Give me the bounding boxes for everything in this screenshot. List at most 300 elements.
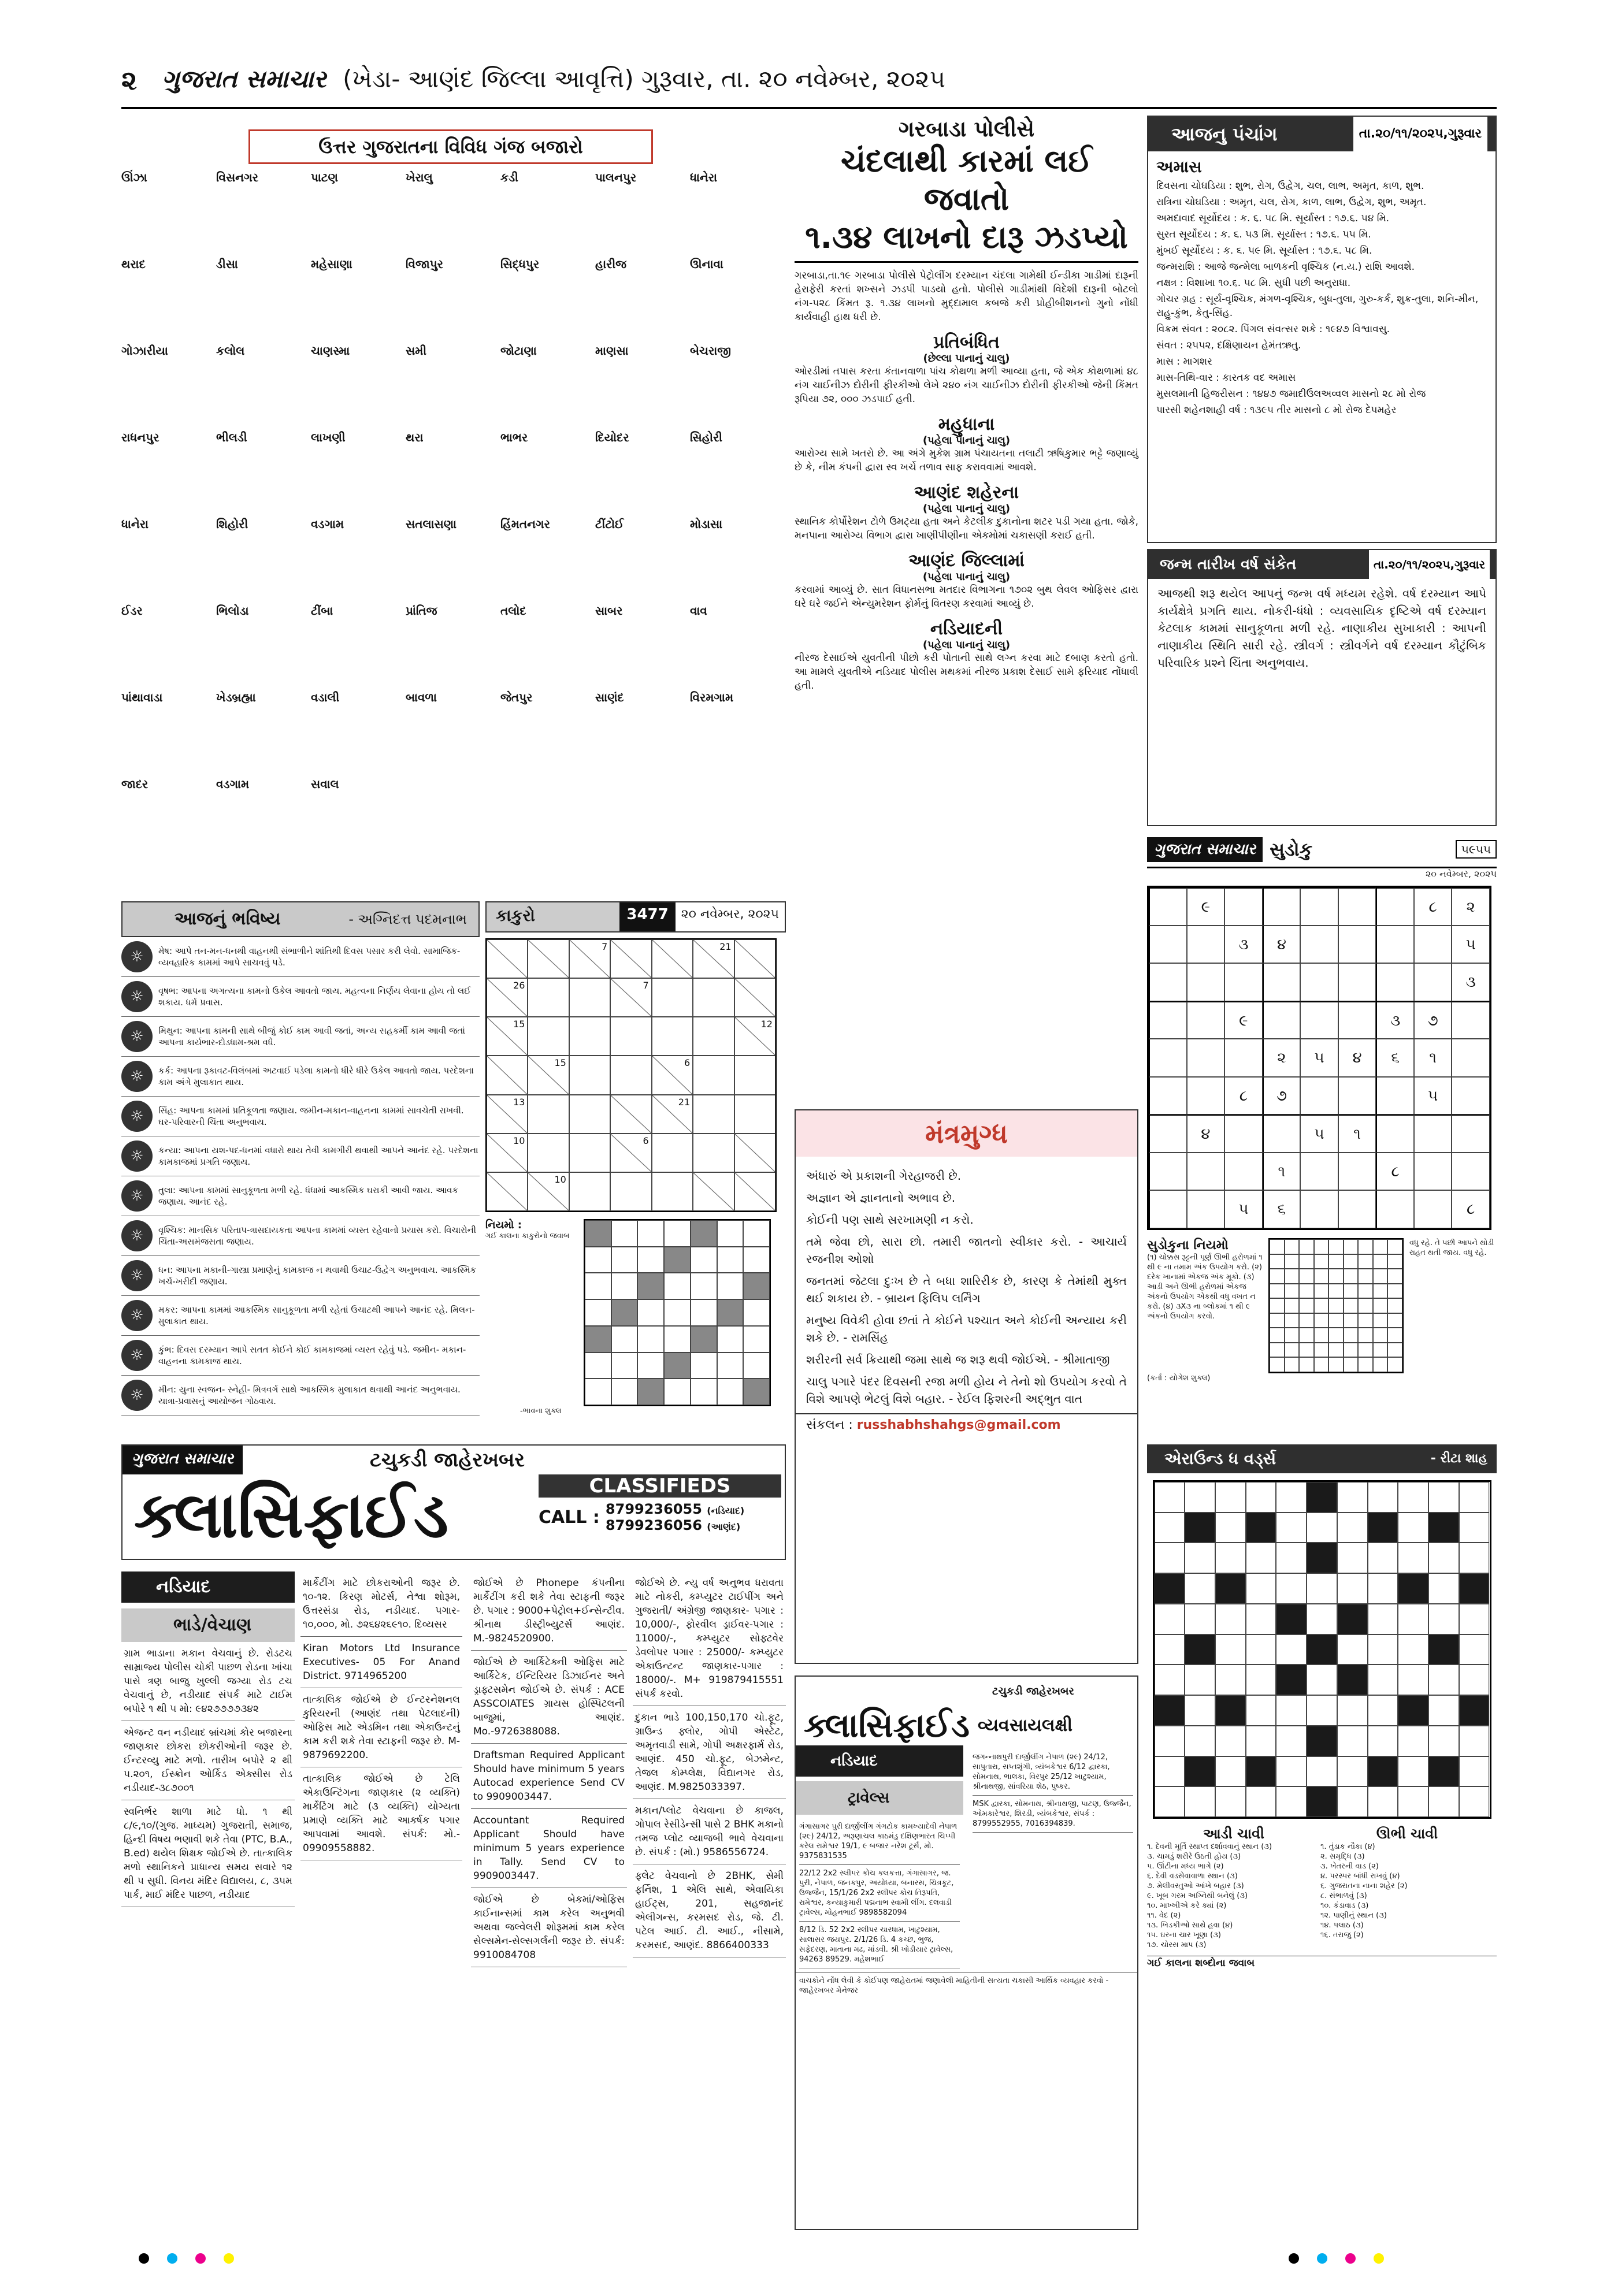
sudoku-cell[interactable]: ૩ <box>1224 926 1263 964</box>
crossword-cell[interactable] <box>1459 1726 1490 1756</box>
crossword-cell[interactable] <box>1337 1543 1368 1573</box>
sudoku-cell[interactable] <box>1149 1114 1187 1153</box>
crossword-cell[interactable] <box>1276 1513 1307 1543</box>
sudoku-cell[interactable] <box>1187 1039 1225 1077</box>
sudoku-cell[interactable]: ૭ <box>1414 1001 1452 1039</box>
sudoku-cell[interactable] <box>1452 1039 1490 1077</box>
sudoku-cell[interactable] <box>1224 1153 1263 1191</box>
sudoku-cell[interactable] <box>1224 887 1263 926</box>
classified-ad: Draftsman Required Applicant Should have minimum 5 years Autocad experience Send CV to 9909003447. <box>471 1744 627 1809</box>
rashi-row <box>121 1216 480 1256</box>
crossword-clue-down: ૮. સંભાળવું (૩) <box>1320 1892 1367 1900</box>
crossword-cell[interactable] <box>1185 1604 1215 1634</box>
crossword-clue-across: ૧૦. માખ્ખીએ કરે ક્યાં (૨) <box>1147 1901 1227 1910</box>
crossword-cell[interactable] <box>1428 1482 1459 1513</box>
kakuro-answer-cell <box>691 1379 717 1405</box>
crossword-cell[interactable] <box>1276 1695 1307 1726</box>
market-center-name: ગોઝારીયા <box>121 344 168 358</box>
sudoku-cell[interactable] <box>1376 963 1414 1001</box>
crossword-cell[interactable] <box>1368 1695 1398 1726</box>
sudoku-cell[interactable] <box>1376 1190 1414 1228</box>
kakuro-cell[interactable] <box>528 978 569 1017</box>
sudoku-answer-cell <box>1344 1284 1359 1299</box>
sudoku-answer-cell <box>1358 1254 1373 1269</box>
classified-ad: Accountant Required Applicant Should have minimum 5 years experience in Tally. Send CV to 9909003447. <box>471 1809 627 1888</box>
sudoku-cell[interactable]: ૩ <box>1452 963 1490 1001</box>
sudoku-cell[interactable]: ૫ <box>1452 926 1490 964</box>
kakuro-clue-cell <box>487 939 528 978</box>
crossword-cell[interactable] <box>1368 1604 1398 1634</box>
sudoku-cell[interactable] <box>1149 1190 1187 1228</box>
sudoku-answer-cell <box>1299 1298 1314 1313</box>
sudoku-cell[interactable]: ૯ <box>1187 887 1225 926</box>
sudoku-answer-cell <box>1387 1313 1402 1328</box>
crossword-cell[interactable] <box>1276 1543 1307 1573</box>
crossword-cell[interactable] <box>1398 1756 1428 1787</box>
kakuro-cell[interactable] <box>569 1056 610 1094</box>
sudoku-cell[interactable]: ૮ <box>1224 1077 1263 1115</box>
sudoku-cell[interactable] <box>1338 887 1376 926</box>
market-center-name: ટીંબા <box>311 604 333 618</box>
market-center-name: ભીલડી <box>216 430 247 444</box>
sudoku-cell[interactable] <box>1149 1077 1187 1115</box>
crossword-cell[interactable] <box>1337 1573 1368 1604</box>
story-body: ગરબાડા,તા.૧૯ ગરબાડા પોલીસે પેટ્રોલીંગ દરમ્યાન ચંદલા ગામેથી ઈન્ડીકા ગાડીમાં દારૂની હેરાફેરી કરતાં શખ્સને ઝડપી પાડયો હતો. પોલીસે ગાડીમાંથી વિદેશી દારૂની બોટલો નંગ-૫૨૮ કિંમત રૂ. ૧.૩૪ લાખનો મુદ્દામાલ કબજે કરી પ્રોહીબીશનનો ગુનો નોંધી કાર્યવાહી હાથ ધરી છે. <box>795 270 1138 323</box>
sudoku-cell[interactable] <box>1376 926 1414 964</box>
sudoku-answer-cell <box>1344 1343 1359 1358</box>
crossword-cell[interactable] <box>1155 1634 1185 1665</box>
kakuro-answer-cell <box>743 1353 770 1379</box>
sudoku-cell[interactable] <box>1149 1001 1187 1039</box>
crossword-cell[interactable] <box>1276 1634 1307 1665</box>
sudoku-cell[interactable] <box>1224 1039 1263 1077</box>
crossword-cell[interactable] <box>1246 1665 1276 1695</box>
sudoku-cell[interactable] <box>1338 1001 1376 1039</box>
crossword-author: - રીટા શાહ <box>1430 1451 1487 1466</box>
classified-ad: દુકાન ભાડે 100,150,170 ચો.ફૂટ, ગ્રાઉન્ડ ફ્લોર, ગોપી એસ્ટેટ, અમૃતવાડી સામે, ગોપી અક્ષરફાર્મ રોડ, આણંદ. 450 ચો.ફૂટ, બેઝમેન્ટ, તેજલ કોમ્પ્લેક્ષ, વિદ્યાનગર રોડ, આણંદ. M.9825033397. <box>633 1706 786 1799</box>
sudoku-cell[interactable] <box>1263 963 1301 1001</box>
zodiac-icon: ☼ <box>121 1180 153 1212</box>
crossword-cell[interactable] <box>1246 1786 1276 1817</box>
sudoku-cell[interactable] <box>1452 1153 1490 1191</box>
crossword-cell[interactable] <box>1246 1543 1276 1573</box>
crossword-cell[interactable] <box>1155 1513 1185 1543</box>
rashi-row <box>121 1057 480 1097</box>
crossword-cell[interactable] <box>1368 1726 1398 1756</box>
sudoku-cell[interactable]: ૮ <box>1414 887 1452 926</box>
crossword-cell[interactable] <box>1246 1695 1276 1726</box>
sudoku-cell[interactable]: ૪ <box>1338 1039 1376 1077</box>
crossword-cell[interactable] <box>1398 1513 1428 1543</box>
market-center-name: વડાલી <box>311 690 340 704</box>
crossword-cell[interactable] <box>1368 1634 1398 1665</box>
sudoku-cell[interactable] <box>1300 1190 1338 1228</box>
panchang-line: માસ : માગશર <box>1156 356 1212 367</box>
sudoku-cell[interactable]: ૩ <box>1376 1001 1414 1039</box>
crossword-cell[interactable] <box>1398 1786 1428 1817</box>
crossword-cell[interactable] <box>1155 1604 1185 1634</box>
crossword-cell[interactable] <box>1428 1726 1459 1756</box>
market-section <box>121 116 786 890</box>
crossword-cell[interactable] <box>1398 1726 1428 1756</box>
crossword-cell[interactable] <box>1307 1695 1337 1726</box>
crossword-cell[interactable] <box>1337 1634 1368 1665</box>
sudoku-cell[interactable] <box>1452 1114 1490 1153</box>
sudoku-answer-cell <box>1344 1239 1359 1254</box>
kakuro-cell[interactable] <box>528 1134 569 1172</box>
kakuro-cell[interactable] <box>693 1056 734 1094</box>
zodiac-icon: ☼ <box>121 1140 153 1172</box>
sudoku-answer-cell <box>1299 1254 1314 1269</box>
crossword-cell[interactable] <box>1368 1665 1398 1695</box>
crossword-cell[interactable] <box>1185 1695 1215 1726</box>
rashifal-heading: આજનું ભવિષ્ય <box>175 909 281 929</box>
crossword-cell[interactable] <box>1368 1573 1398 1604</box>
crossword-cell[interactable] <box>1337 1726 1368 1756</box>
sudoku-cell[interactable]: ૧ <box>1338 1114 1376 1153</box>
kakuro-answer-cell <box>611 1353 638 1379</box>
sudoku-answer-cell <box>1328 1343 1344 1358</box>
crossword-cell[interactable] <box>1307 1604 1337 1634</box>
kakuro-cell[interactable] <box>693 1134 734 1172</box>
sudoku-cell[interactable] <box>1376 887 1414 926</box>
crossword-cell[interactable] <box>1276 1573 1307 1604</box>
story-sub: (પહેલા પાનાનું ચાલુ) <box>922 571 1011 583</box>
sudoku-cell[interactable]: ૪ <box>1263 926 1301 964</box>
kakuro-date: ૨૦ નવેમ્બર, ૨૦૨૫ <box>681 907 779 922</box>
crossword-cell[interactable] <box>1185 1543 1215 1573</box>
crossword-clue-down: ૧૬. તરાજુ (૨) <box>1320 1931 1364 1940</box>
crossword-cell[interactable] <box>1459 1604 1490 1634</box>
kakuro-answer-grid <box>584 1219 771 1406</box>
kakuro-cell[interactable] <box>569 978 610 1017</box>
crossword-cell[interactable] <box>1459 1665 1490 1695</box>
crossword-cell[interactable] <box>1337 1786 1368 1817</box>
sudoku-answer-cell <box>1270 1239 1285 1254</box>
sudoku-cell[interactable]: ૫ <box>1414 1077 1452 1115</box>
crossword-cell[interactable] <box>1428 1543 1459 1573</box>
sudoku-cell[interactable] <box>1300 926 1338 964</box>
sudoku-answer-cell <box>1299 1328 1314 1343</box>
kakuro-answer-cell <box>637 1299 664 1326</box>
zodiac-icon: ☼ <box>121 1061 153 1092</box>
kakuro-cell[interactable] <box>652 978 693 1017</box>
crossword-title: એરાઉન્ડ ધ વર્ડ્સ <box>1164 1449 1276 1468</box>
crossword-cell[interactable] <box>1185 1726 1215 1756</box>
crossword-across-clues <box>1147 1842 1320 1950</box>
sudoku-cell[interactable] <box>1149 963 1187 1001</box>
crossword-cell[interactable] <box>1459 1513 1490 1543</box>
story-sub: (પહેલા પાનાનું ચાલુ) <box>922 434 1011 447</box>
sudoku-cell[interactable]: ૫ <box>1224 1190 1263 1228</box>
kakuro-cell[interactable] <box>569 1095 610 1134</box>
sudoku-cell[interactable] <box>1338 1153 1376 1191</box>
crossword-cell[interactable] <box>1459 1786 1490 1817</box>
market-center-name: થરા <box>406 430 424 444</box>
story-title: નડિયાદની <box>930 619 1003 639</box>
crossword-cell[interactable] <box>1368 1482 1398 1513</box>
kakuro-answer-cell <box>743 1379 770 1405</box>
kakuro-cell[interactable] <box>569 1172 610 1211</box>
crossword-cell[interactable] <box>1215 1665 1246 1695</box>
crossword-cell[interactable] <box>1459 1482 1490 1513</box>
kakuro-clue-cell <box>487 1172 528 1211</box>
sudoku-cell[interactable] <box>1187 1153 1225 1191</box>
crossword-cell[interactable] <box>1459 1756 1490 1787</box>
kakuro-clue-cell <box>734 939 775 978</box>
kakuro-answer-cell <box>691 1353 717 1379</box>
sudoku-cell[interactable] <box>1338 963 1376 1001</box>
sudoku-cell[interactable] <box>1414 1114 1452 1153</box>
kakuro-cell[interactable] <box>652 1172 693 1211</box>
crossword-cell[interactable] <box>1307 1665 1337 1695</box>
phone-nadiad-tag: (નડિયાદ) <box>707 1505 745 1516</box>
crossword-cell[interactable] <box>1215 1543 1246 1573</box>
sudoku-answer-grid <box>1268 1238 1404 1373</box>
kakuro-clue: 21 <box>719 941 732 952</box>
zodiac-icon: ☼ <box>121 941 153 972</box>
sudoku-cell[interactable] <box>1300 887 1338 926</box>
crossword-cell[interactable] <box>1185 1665 1215 1695</box>
crossword-cell[interactable] <box>1428 1695 1459 1726</box>
sudoku-answer-cell <box>1314 1284 1329 1299</box>
crossword-cell[interactable] <box>1276 1756 1307 1787</box>
crossword-cell[interactable] <box>1155 1482 1185 1513</box>
kakuro-answer-cell <box>611 1326 638 1353</box>
sudoku-cell[interactable]: ૨ <box>1452 887 1490 926</box>
kakuro-cell[interactable] <box>610 1056 651 1094</box>
mantra-quotes <box>796 1157 1137 1413</box>
crossword-cell[interactable] <box>1215 1786 1246 1817</box>
sudoku-answer-cell <box>1344 1254 1359 1269</box>
sudoku-cell[interactable] <box>1414 963 1452 1001</box>
panchang-line: મુસલમાની હિજરીસન : ૧૪૪૭ જમાદીઉલઅવ્વલ માસનો ૨૮ મો રોજ <box>1156 388 1426 400</box>
rashifal-author: - અગ્નિદત્ત પદમનાભ <box>348 911 467 927</box>
crossword-block <box>1307 1634 1337 1665</box>
crossword-cell[interactable] <box>1428 1786 1459 1817</box>
sudoku-cell[interactable] <box>1187 1190 1225 1228</box>
crossword-cell[interactable] <box>1185 1573 1215 1604</box>
crossword-clue-across: ૯. ખૂબ ગરમ અગ્નિથી બનેલું (૩) <box>1147 1892 1248 1900</box>
crossword-cell[interactable] <box>1337 1513 1368 1543</box>
sudoku-cell[interactable] <box>1263 1001 1301 1039</box>
sudoku-cell[interactable] <box>1338 926 1376 964</box>
sudoku-cell[interactable] <box>1414 1190 1452 1228</box>
sudoku-cell[interactable] <box>1149 926 1187 964</box>
crossword-cell[interactable] <box>1246 1634 1276 1665</box>
mantra-contact: russhabhshahgs@gmail.com <box>856 1418 1061 1432</box>
sudoku-cell[interactable] <box>1338 1190 1376 1228</box>
sudoku-cell[interactable] <box>1187 1077 1225 1115</box>
crossword-cell[interactable] <box>1155 1726 1185 1756</box>
sudoku-cell[interactable] <box>1414 1153 1452 1191</box>
crossword-cell[interactable] <box>1246 1604 1276 1634</box>
phone-nadiad[interactable]: 8799236055 <box>605 1501 702 1517</box>
crossword-cell[interactable] <box>1246 1726 1276 1756</box>
sudoku-cell[interactable] <box>1263 1114 1301 1153</box>
crossword-cell[interactable] <box>1398 1634 1428 1665</box>
kakuro-cell[interactable] <box>610 1017 651 1056</box>
crossword-cell[interactable] <box>1398 1665 1428 1695</box>
market-center-name: બાવળા <box>406 690 437 704</box>
market-center-name: ડીસા <box>216 257 238 271</box>
crossword-cell[interactable] <box>1307 1756 1337 1787</box>
sudoku-cell[interactable]: ૬ <box>1376 1039 1414 1077</box>
crossword-cell[interactable] <box>1368 1543 1398 1573</box>
zodiac-icon: ☼ <box>121 1300 153 1331</box>
crossword-cell[interactable] <box>1459 1634 1490 1665</box>
sudoku-cell[interactable] <box>1300 1001 1338 1039</box>
crossword-cell[interactable] <box>1246 1482 1276 1513</box>
crossword-cell[interactable] <box>1428 1665 1459 1695</box>
phone-anand[interactable]: 8799236056 <box>605 1517 702 1533</box>
crossword-clue-across: ૫. ઊંટીના મધ્ય ભાગે (૨) <box>1147 1862 1224 1871</box>
crossword-cell[interactable] <box>1276 1726 1307 1756</box>
sudoku-cell[interactable]: ૭ <box>1263 1077 1301 1115</box>
sudoku-answer-cell <box>1299 1357 1314 1372</box>
sudoku-cell[interactable] <box>1376 1077 1414 1115</box>
kakuro-cell[interactable] <box>693 978 734 1017</box>
crossword-cell[interactable] <box>1185 1786 1215 1817</box>
mantra-box <box>795 1109 1138 1664</box>
crossword-clue-across: ૩. ચામડું શરીરે ઉઠતી હોય (૩) <box>1147 1852 1241 1861</box>
sudoku-cell[interactable]: ૫ <box>1300 1039 1338 1077</box>
sudoku-answer-cell <box>1299 1269 1314 1284</box>
crossword-clue-across: ૧૧. વેદ (૨) <box>1147 1911 1181 1920</box>
crossword-cell[interactable] <box>1155 1756 1185 1787</box>
crossword-cell[interactable] <box>1307 1513 1337 1543</box>
crossword-cell[interactable] <box>1215 1726 1246 1756</box>
crossword-cell[interactable] <box>1155 1543 1185 1573</box>
crossword-cell[interactable] <box>1337 1482 1368 1513</box>
kakuro-cell[interactable] <box>610 1172 651 1211</box>
sudoku-cell[interactable] <box>1300 963 1338 1001</box>
kakuro-cell[interactable] <box>569 1017 610 1056</box>
crossword-cell[interactable] <box>1276 1482 1307 1513</box>
crossword-cell[interactable] <box>1215 1513 1246 1543</box>
sudoku-answer-cell <box>1328 1298 1344 1313</box>
crossword-cell[interactable] <box>1155 1665 1185 1695</box>
sudoku-cell[interactable] <box>1452 1001 1490 1039</box>
sudoku-cell[interactable] <box>1414 926 1452 964</box>
sudoku-cell[interactable] <box>1300 1077 1338 1115</box>
crossword-cell[interactable] <box>1337 1695 1368 1726</box>
sudoku-cell[interactable]: ૬ <box>1263 1190 1301 1228</box>
crossword-cell[interactable] <box>1185 1482 1215 1513</box>
sudoku-cell[interactable]: ૫ <box>1300 1114 1338 1153</box>
sudoku-cell[interactable] <box>1338 1077 1376 1115</box>
sudoku-cell[interactable] <box>1224 963 1263 1001</box>
sudoku-cell[interactable]: ૨ <box>1263 1039 1301 1077</box>
sudoku-cell[interactable] <box>1187 1001 1225 1039</box>
crossword-cell[interactable] <box>1276 1786 1307 1817</box>
sudoku-cell[interactable] <box>1149 887 1187 926</box>
rashi-row <box>121 977 480 1017</box>
sudoku-cell[interactable] <box>1452 1077 1490 1115</box>
crossword-cell[interactable] <box>1459 1543 1490 1573</box>
market-center-name: ખેડબ્રહ્મા <box>216 690 256 704</box>
sudoku-answer-cell <box>1358 1269 1373 1284</box>
crossword-cell[interactable] <box>1428 1604 1459 1634</box>
classified-ad: માર્કેટીંગ માટે છોકરાઓની જરૂર છે. ૧૦-૧૨. કિરણ મોટર્સ, નેશ્વા શોરૂમ, ઉત્તરસંડા રોડ, નડીયાદ. પગાર- ૧૦,૦૦૦, મો. ૭૨૬૪૨૬૯૧૦. દિવ્યસર <box>300 1571 462 1637</box>
kakuro-cell[interactable] <box>652 1134 693 1172</box>
sudoku-cell[interactable] <box>1376 1114 1414 1153</box>
classified-banner-top: ટચુકડી જાહેરખબર <box>370 1448 525 1472</box>
market-center-name: વિરમગામ <box>690 690 734 704</box>
sudoku-cell[interactable] <box>1187 926 1225 964</box>
sudoku-answer-cell <box>1373 1284 1388 1299</box>
market-center-name: સમી <box>406 344 427 358</box>
crossword-cell[interactable] <box>1337 1756 1368 1787</box>
mantra-quote: કોઈની પણ સાથે સરખામણી ન કરો. <box>806 1213 974 1227</box>
kakuro-answer-cell <box>585 1247 611 1273</box>
kakuro-cell[interactable] <box>693 1017 734 1056</box>
sudoku-cell[interactable]: ૧ <box>1414 1039 1452 1077</box>
crossword-block <box>1307 1482 1337 1513</box>
crossword-cell[interactable] <box>1215 1756 1246 1787</box>
crossword-cell[interactable] <box>1215 1634 1246 1665</box>
rashi-text: ધન: આપના મકાની-ગાસ્ત્રા પ્રમાણેનું કામકાજ ન થવાથી ઉચાટ-ઉદ્વેગ અનુભવાય. આકસ્મિક ખર્ચ-ખરીદી જણાય. <box>158 1265 477 1287</box>
market-center-name: માણસા <box>595 344 629 358</box>
crossword-cell[interactable] <box>1307 1573 1337 1604</box>
sudoku-cell[interactable]: ૮ <box>1376 1153 1414 1191</box>
rashi-text: તુલા: આપના કામમાં સાનુકૂળતા મળી રહે. ધંધામાં આકસ્મિક ઘરાકી આવી જાય. આવક જણાય. આનંદ રહે. <box>158 1185 458 1207</box>
crossword-cell[interactable] <box>1398 1482 1428 1513</box>
kakuro-cell[interactable] <box>652 1017 693 1056</box>
sudoku-cell[interactable]: ૯ <box>1224 1001 1263 1039</box>
kakuro-cell[interactable] <box>528 1095 569 1134</box>
sudoku-cell[interactable] <box>1149 1153 1187 1191</box>
kakuro-answer-cell <box>637 1326 664 1353</box>
sudoku-answer-cell <box>1328 1284 1344 1299</box>
sudoku-cell[interactable] <box>1149 1039 1187 1077</box>
crossword-cell[interactable] <box>1215 1604 1246 1634</box>
sudoku-cell[interactable] <box>1263 887 1301 926</box>
kakuro-credit: -ભાવના શુક્લ <box>520 1407 562 1416</box>
classified-ad: જોઈએ છે આર્કિટેક્ની ઓફિસ માટે આર્કિટેક, ઈન્ટિરિયર ડિઝાઈનર અને ડ્રાફ્ટસમેન જોઈએ છે. સંપર્ક : ACE ASSCOIATES ગ્રાયસ હોસ્પિટલની બાજુમાં, આણંદ. Mo.-9726388088. <box>471 1651 627 1744</box>
story-sub: (પહેલા પાનાનું ચાલુ) <box>922 503 1011 515</box>
kakuro-clue-cell <box>528 1056 569 1094</box>
zodiac-icon: ☼ <box>121 1340 153 1371</box>
kakuro-cell[interactable] <box>734 1056 775 1094</box>
kakuro-answer-cell <box>691 1220 717 1247</box>
sudoku-cell[interactable] <box>1300 1153 1338 1191</box>
sudoku-answer-cell <box>1387 1343 1402 1358</box>
crossword-cell[interactable] <box>1246 1573 1276 1604</box>
mantra-contact-label: સંકલન : <box>806 1418 853 1432</box>
crossword-cell[interactable] <box>1368 1786 1398 1817</box>
crossword-cell[interactable] <box>1398 1543 1428 1573</box>
crossword-block <box>1368 1756 1398 1787</box>
sudoku-cell[interactable] <box>1187 963 1225 1001</box>
crossword-cell[interactable] <box>1428 1573 1459 1604</box>
market-center-name: વિસનગર <box>216 170 259 184</box>
crossword-cell[interactable] <box>1398 1604 1428 1634</box>
crossword-cell[interactable] <box>1155 1786 1185 1817</box>
kakuro-cell[interactable] <box>693 1095 734 1134</box>
sudoku-cell[interactable] <box>1224 1114 1263 1153</box>
kakuro-cell[interactable] <box>528 1017 569 1056</box>
rashi-text: વૃશ્ચિક: માનસિક પરિતાપ-ત્રાસદાયકતા આપના કામમાં વ્યસ્ત રહેવાનો પ્રયાસ કરો. વિચારોની ચિંતા-અસમંજસતા જણાય. <box>158 1225 477 1247</box>
rashi-row <box>121 1256 480 1296</box>
sudoku-cell[interactable]: ૮ <box>1452 1190 1490 1228</box>
kakuro-cell[interactable] <box>569 1134 610 1172</box>
sudoku-cell[interactable]: ૧ <box>1263 1153 1301 1191</box>
kakuro-cell[interactable] <box>734 1095 775 1134</box>
crossword-cell[interactable] <box>1215 1482 1246 1513</box>
sudoku-cell[interactable]: ૪ <box>1187 1114 1225 1153</box>
kakuro-answer-cell <box>717 1326 744 1353</box>
